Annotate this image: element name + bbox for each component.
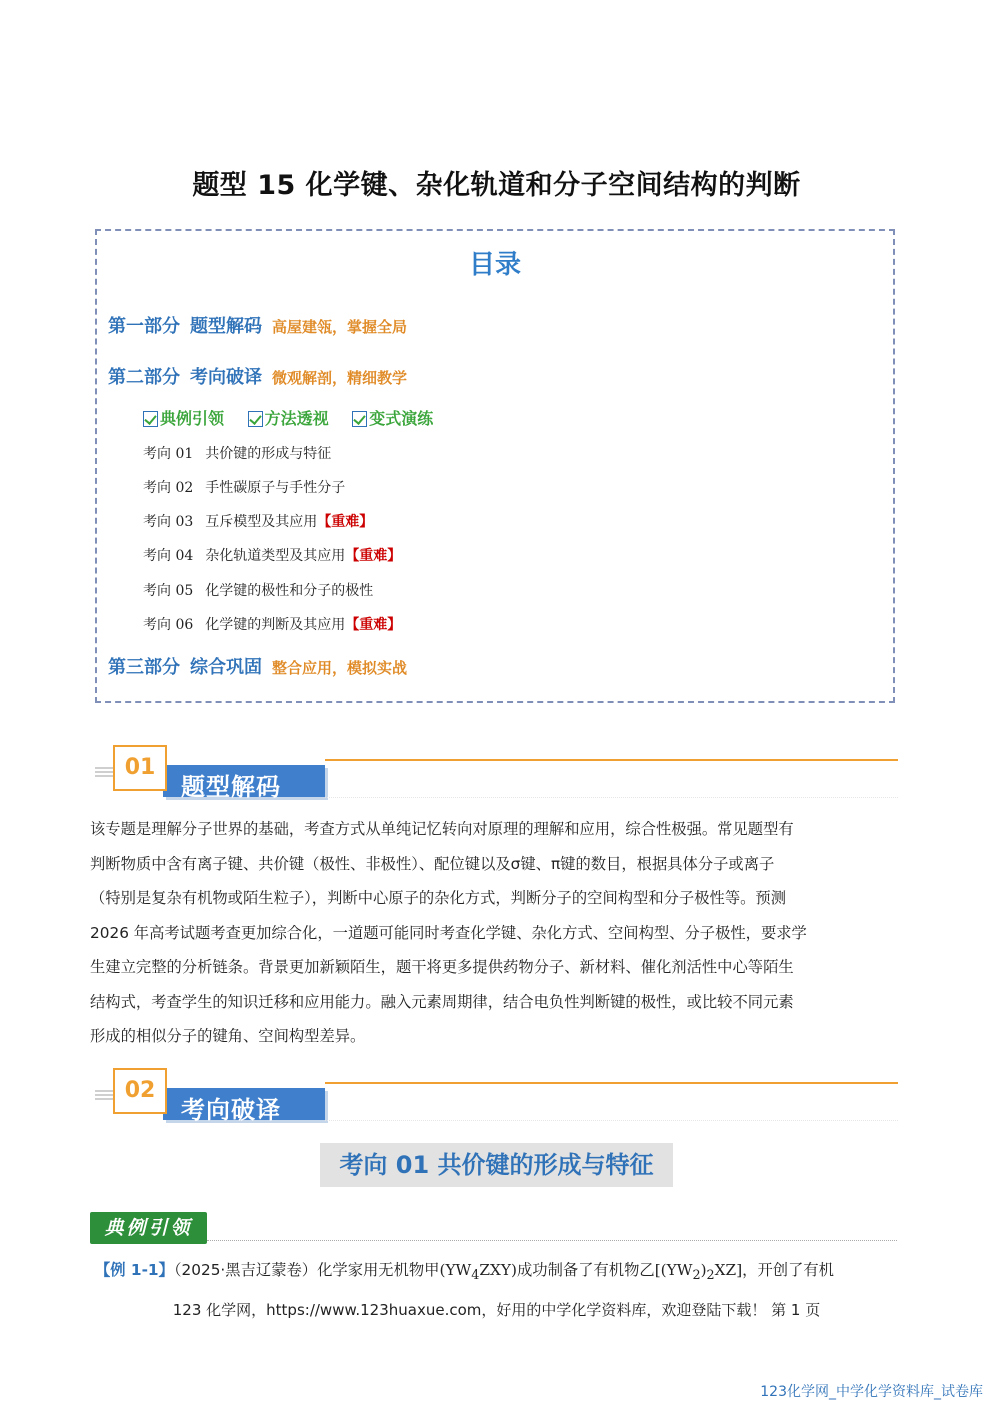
checklist-icon (143, 411, 158, 427)
dianli-label: 典例引领 (90, 1212, 207, 1244)
toc-part-2-name: 考向破译 (190, 367, 262, 388)
toc-part-3-name: 综合巩固 (190, 657, 262, 678)
example-source: （2025·黑吉辽蒙卷） (173, 1261, 318, 1279)
difficulty-tag: 【重难】 (345, 617, 402, 633)
section-number: 01 (113, 745, 167, 791)
decorative-lines (95, 767, 115, 777)
toc-subsection-fangfa[interactable]: 方法透视 (248, 406, 329, 429)
toc-subsection-dianli[interactable]: 典例引领 (143, 406, 224, 429)
document-title: 题型 15 化学键、杂化轨道和分子空间结构的判断 (192, 170, 801, 201)
toc-part-1-motto: 高屋建瓴，掌握全局 (272, 318, 408, 336)
toc-item[interactable]: 考向 02 手性碳原子与手性分子 (143, 480, 346, 496)
difficulty-tag: 【重难】 (345, 548, 402, 564)
toc-item[interactable]: 考向 05 化学键的极性和分子的极性 (143, 583, 374, 599)
toc-heading: 目录 (468, 250, 521, 280)
example-label: 【例 1-1】 (95, 1261, 174, 1279)
section-title: 考向破译 (181, 1096, 281, 1124)
example-1-1: 【例 1-1】（2025·黑吉辽蒙卷）化学家用无机物甲$(YW_4ZXY)$成功制备了有机物乙$[(YW_2)_2XZ]$，开创了有机 (95, 1261, 834, 1284)
toc-part-1-name: 题型解码 (190, 316, 262, 337)
toc-item[interactable]: 考向 04 杂化轨道类型及其应用【重难】 (143, 548, 402, 564)
decorative-lines (95, 1090, 115, 1100)
toc-item[interactable]: 考向 03 互斥模型及其应用【重难】 (143, 514, 374, 530)
toc-part-2-label: 第二部分 (108, 367, 180, 388)
difficulty-tag: 【重难】 (317, 514, 374, 530)
formula-yi: $[(YW_2)_2XZ]$ (654, 1261, 743, 1284)
page-footer: 123 化学网，https://www.123huaxue.com，好用的中学化学资料库，欢迎登陆下载！ 第 1 页 (172, 1301, 821, 1319)
toc-subsection-bianshi[interactable]: 变式演练 (352, 406, 433, 429)
checklist-icon (352, 411, 367, 427)
section-banner-01 (95, 745, 898, 805)
toc-part-3-motto: 整合应用，模拟实战 (272, 659, 408, 677)
section-number: 02 (113, 1068, 167, 1114)
toc-part-1[interactable] (108, 312, 407, 338)
checklist-icon (248, 411, 263, 427)
section-banner-02 (95, 1068, 898, 1128)
toc-part-2-motto: 微观解剖，精细教学 (272, 369, 408, 387)
formula-jia: $(YW_4ZXY)$ (439, 1261, 517, 1284)
toc-part-3[interactable] (108, 653, 407, 679)
section-title: 题型解码 (181, 773, 281, 801)
watermark: 123化学网_中学化学资料库_试卷库 (760, 1384, 983, 1400)
toc-part-3-label: 第三部分 (108, 657, 180, 678)
toc-part-1-label: 第一部分 (108, 316, 180, 337)
toc-item[interactable]: 考向 06 化学键的判断及其应用【重难】 (143, 617, 402, 633)
toc-subsections (143, 406, 451, 429)
toc-item[interactable]: 考向 01 共价键的形成与特征 (143, 446, 332, 462)
toc-part-2[interactable] (108, 363, 407, 389)
intro-paragraph: 该专题是理解分子世界的基础，考查方式从单纯记忆转向对原理的理解和应用，综合性极强。常见题型有 判断物质中含有离子键、共价键（极性、非极性）、配位键以及σ键、π键的数目，根据具体分子或离子 （特别是复杂有机物或陌生粒子），判断中心原子的杂化方式，判断分子的空间构型和分子极性等。预测 2026 年高考试题考查更加综合化，一道题可能同时考查化学键、杂化方式、空间构型、分子极性，要求学 生建立完整的分析链条。背景更加新颖陌生，题干将更多提供药物分子、新材料、催化剂活性中心等陌生 结构式，考查学生的知识迁移和应用能力。融入元素周期律，结合电负性判断键的极性，或比较不同元素 形成的相似分子的键角、空间构型差异。 (90, 820, 807, 1045)
kaoxiang-title: 考向 01 共价键的形成与特征 (320, 1143, 673, 1187)
